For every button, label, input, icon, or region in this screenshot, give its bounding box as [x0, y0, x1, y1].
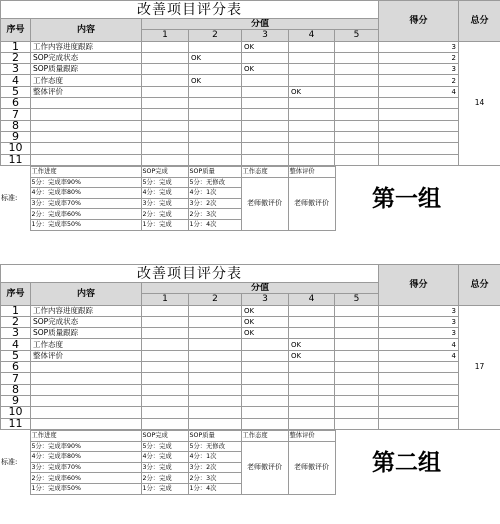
table-row — [1, 395, 500, 406]
row-seq: 4 — [1, 75, 31, 86]
table-row — [1, 52, 500, 63]
row-mark[interactable] — [335, 143, 379, 154]
row-mark[interactable] — [242, 52, 289, 63]
row-mark[interactable] — [289, 395, 335, 406]
row-mark[interactable] — [142, 98, 189, 109]
total-value[interactable]: 14 — [459, 41, 500, 165]
row-score[interactable]: 4 — [379, 86, 459, 97]
score-column-4: 4 — [289, 30, 335, 41]
row-seq: 4 — [1, 339, 31, 350]
row-content[interactable] — [31, 395, 142, 406]
row-seq: 7 — [1, 373, 31, 384]
row-mark[interactable]: OK — [242, 41, 289, 52]
row-mark[interactable] — [242, 131, 289, 142]
row-mark[interactable] — [335, 316, 379, 327]
standard-column-head: SOP质量 — [188, 167, 241, 178]
row-mark[interactable] — [335, 395, 379, 406]
row-seq: 1 — [1, 305, 31, 316]
row-mark[interactable] — [189, 328, 242, 339]
score-group-header: 分值 — [142, 19, 379, 30]
standard-table — [0, 430, 336, 495]
row-mark[interactable] — [189, 154, 242, 165]
row-mark[interactable] — [335, 131, 379, 142]
standard-sop-quality: 4分：1次 — [188, 452, 241, 463]
table-row — [1, 120, 500, 131]
group-label: 第二组 — [372, 449, 441, 476]
row-mark[interactable] — [289, 98, 335, 109]
row-mark[interactable] — [289, 316, 335, 327]
row-mark[interactable]: OK — [289, 350, 335, 361]
row-mark[interactable] — [142, 86, 189, 97]
row-mark[interactable] — [142, 305, 189, 316]
row-content[interactable] — [31, 373, 142, 384]
standard-column-head: 工作态度 — [241, 431, 288, 442]
row-mark[interactable] — [335, 52, 379, 63]
score-column-1: 1 — [142, 30, 189, 41]
table-row — [1, 131, 500, 142]
row-mark[interactable] — [242, 373, 289, 384]
row-score[interactable]: 2 — [379, 75, 459, 86]
table-row — [1, 418, 500, 429]
row-mark[interactable] — [335, 64, 379, 75]
row-seq: 11 — [1, 154, 31, 165]
standard-progress: 3分：完成率70% — [30, 198, 141, 209]
row-mark[interactable] — [289, 418, 335, 429]
standard-column-head: 整体评价 — [288, 167, 335, 178]
row-seq: 10 — [1, 143, 31, 154]
standard-attitude: 老师傲评价 — [241, 177, 288, 230]
row-mark[interactable] — [335, 418, 379, 429]
score-column-4: 4 — [289, 294, 335, 305]
row-mark[interactable] — [189, 305, 242, 316]
row-mark[interactable] — [289, 120, 335, 131]
row-mark[interactable] — [189, 373, 242, 384]
row-score[interactable] — [379, 109, 459, 120]
score-table — [0, 0, 500, 166]
row-mark[interactable]: OK — [189, 52, 242, 63]
row-mark[interactable] — [142, 407, 189, 418]
row-mark[interactable] — [142, 64, 189, 75]
row-content[interactable] — [31, 120, 142, 131]
standard-sop-done: 4分：完成 — [141, 452, 188, 463]
standard-sop-quality: 3分：2次 — [188, 198, 241, 209]
row-score[interactable]: 3 — [379, 328, 459, 339]
row-mark[interactable] — [142, 350, 189, 361]
row-seq: 8 — [1, 384, 31, 395]
row-mark[interactable] — [335, 407, 379, 418]
row-mark[interactable] — [335, 75, 379, 86]
table-row — [1, 407, 500, 418]
standard-sop-quality: 3分：2次 — [188, 462, 241, 473]
row-content[interactable] — [31, 418, 142, 429]
row-mark[interactable] — [189, 350, 242, 361]
standard-label: 标准: — [0, 167, 30, 231]
standard-column-head: SOP质量 — [188, 431, 241, 442]
row-content[interactable]: 工作内容进度跟踪 — [31, 305, 142, 316]
standard-sop-done: 2分：完成 — [141, 209, 188, 220]
row-mark[interactable] — [189, 316, 242, 327]
score-column-2: 2 — [189, 294, 242, 305]
standard-progress: 5分：完成率90% — [30, 177, 141, 188]
group-label: 第一组 — [372, 185, 441, 212]
content-header: 内容 — [31, 283, 142, 306]
row-mark[interactable] — [142, 384, 189, 395]
row-content[interactable]: SOP完成状态 — [31, 52, 142, 63]
standard-label: 标准: — [0, 431, 30, 495]
table-row — [1, 305, 500, 316]
row-seq: 6 — [1, 98, 31, 109]
row-mark[interactable]: OK — [242, 328, 289, 339]
row-mark[interactable] — [142, 339, 189, 350]
row-mark[interactable] — [189, 339, 242, 350]
row-mark[interactable] — [289, 362, 335, 373]
table-row — [1, 350, 500, 361]
row-score[interactable] — [379, 362, 459, 373]
row-seq: 5 — [1, 350, 31, 361]
row-mark[interactable]: OK — [289, 339, 335, 350]
standard-sop-done: 5分：完成 — [141, 441, 188, 452]
table-row — [1, 154, 500, 165]
row-mark[interactable] — [335, 109, 379, 120]
row-seq: 6 — [1, 362, 31, 373]
row-score[interactable] — [379, 143, 459, 154]
row-mark[interactable] — [289, 109, 335, 120]
row-seq: 3 — [1, 328, 31, 339]
standard-column-head: 工作进度 — [30, 167, 141, 178]
table-row — [1, 316, 500, 327]
standard-sop-quality: 1分：4次 — [188, 483, 241, 494]
standard-sop-quality: 5分：无修改 — [188, 177, 241, 188]
standard-sop-quality: 4分：1次 — [188, 188, 241, 199]
row-mark[interactable] — [189, 120, 242, 131]
standard-sop-done: 2分：完成 — [141, 473, 188, 484]
standard-progress: 4分：完成率80% — [30, 188, 141, 199]
row-mark[interactable] — [242, 109, 289, 120]
row-score[interactable]: 4 — [379, 350, 459, 361]
content-header: 内容 — [31, 19, 142, 42]
table-row — [1, 373, 500, 384]
row-score[interactable] — [379, 131, 459, 142]
row-mark[interactable] — [142, 109, 189, 120]
row-mark[interactable] — [189, 86, 242, 97]
row-mark[interactable] — [242, 339, 289, 350]
row-mark[interactable] — [189, 407, 242, 418]
row-mark[interactable] — [335, 98, 379, 109]
row-mark[interactable] — [289, 41, 335, 52]
row-mark[interactable] — [289, 143, 335, 154]
row-mark[interactable] — [242, 154, 289, 165]
row-content[interactable] — [31, 143, 142, 154]
standard-sop-done: 1分：完成 — [141, 219, 188, 230]
score-column-3: 3 — [242, 294, 289, 305]
row-mark[interactable] — [142, 52, 189, 63]
standard-progress: 4分：完成率80% — [30, 452, 141, 463]
standard-sop-done: 3分：完成 — [141, 462, 188, 473]
standard-attitude: 老师傲评价 — [241, 441, 288, 494]
row-mark[interactable] — [142, 328, 189, 339]
table-row — [1, 64, 500, 75]
row-content[interactable]: 整体评价 — [31, 350, 142, 361]
row-mark[interactable] — [335, 384, 379, 395]
row-mark[interactable] — [142, 41, 189, 52]
standard-progress: 3分：完成率70% — [30, 462, 141, 473]
row-mark[interactable] — [189, 362, 242, 373]
standard-progress: 2分：完成率60% — [30, 209, 141, 220]
score-column-3: 3 — [242, 30, 289, 41]
row-content[interactable]: 工作态度 — [31, 339, 142, 350]
row-score[interactable] — [379, 407, 459, 418]
row-mark[interactable] — [289, 131, 335, 142]
row-mark[interactable]: OK — [289, 86, 335, 97]
row-mark[interactable] — [289, 305, 335, 316]
score-column-5: 5 — [335, 294, 379, 305]
row-score[interactable]: 3 — [379, 305, 459, 316]
row-content[interactable]: SOP质量跟踪 — [31, 328, 142, 339]
row-mark[interactable] — [335, 350, 379, 361]
total-header: 总分 — [459, 265, 500, 306]
row-mark[interactable] — [289, 75, 335, 86]
standard-sop-quality: 2分：3次 — [188, 209, 241, 220]
table-row — [1, 109, 500, 120]
sheet-title: 改善项目评分表 — [1, 265, 379, 283]
row-mark[interactable] — [189, 384, 242, 395]
score-column-5: 5 — [335, 30, 379, 41]
row-seq: 9 — [1, 395, 31, 406]
row-mark[interactable] — [189, 41, 242, 52]
row-mark[interactable] — [335, 86, 379, 97]
row-seq: 9 — [1, 131, 31, 142]
row-score[interactable] — [379, 418, 459, 429]
row-mark[interactable] — [189, 395, 242, 406]
row-mark[interactable] — [189, 131, 242, 142]
standard-progress: 1分：完成率50% — [30, 219, 141, 230]
score-group-header: 分值 — [142, 283, 379, 294]
row-mark[interactable] — [335, 120, 379, 131]
row-mark[interactable] — [142, 418, 189, 429]
total-header: 总分 — [459, 1, 500, 42]
row-mark[interactable] — [335, 41, 379, 52]
row-score[interactable] — [379, 120, 459, 131]
row-score[interactable]: 3 — [379, 64, 459, 75]
standard-column-head: 工作态度 — [241, 167, 288, 178]
sheet-title: 改善项目评分表 — [1, 1, 379, 19]
row-score[interactable]: 2 — [379, 52, 459, 63]
seq-header: 序号 — [1, 283, 31, 306]
score-sheet-1 — [0, 0, 500, 229]
table-row — [1, 328, 500, 339]
row-mark[interactable] — [142, 75, 189, 86]
row-score[interactable] — [379, 384, 459, 395]
standard-column-head: SOP完成 — [141, 431, 188, 442]
table-row — [1, 143, 500, 154]
score-column-2: 2 — [189, 30, 242, 41]
row-content[interactable]: SOP完成状态 — [31, 316, 142, 327]
row-seq: 2 — [1, 316, 31, 327]
table-row — [1, 339, 500, 350]
row-mark[interactable] — [335, 339, 379, 350]
row-score[interactable] — [379, 373, 459, 384]
row-mark[interactable] — [289, 384, 335, 395]
row-mark[interactable] — [242, 395, 289, 406]
row-mark[interactable] — [189, 143, 242, 154]
row-mark[interactable] — [242, 75, 289, 86]
row-score[interactable]: 3 — [379, 316, 459, 327]
row-content[interactable]: 工作内容进度跟踪 — [31, 41, 142, 52]
row-score[interactable]: 4 — [379, 339, 459, 350]
row-mark[interactable] — [289, 154, 335, 165]
row-mark[interactable] — [289, 52, 335, 63]
row-mark[interactable] — [242, 350, 289, 361]
score-header: 得分 — [379, 265, 459, 306]
standard-overall: 老师傲评价 — [288, 177, 335, 230]
standard-sop-done: 5分：完成 — [141, 177, 188, 188]
row-mark[interactable]: OK — [242, 64, 289, 75]
row-mark[interactable] — [142, 316, 189, 327]
row-mark[interactable] — [242, 362, 289, 373]
row-mark[interactable]: OK — [242, 316, 289, 327]
row-mark[interactable] — [242, 407, 289, 418]
row-mark[interactable] — [289, 64, 335, 75]
row-mark[interactable] — [142, 143, 189, 154]
standard-sop-done: 3分：完成 — [141, 198, 188, 209]
row-content[interactable] — [31, 362, 142, 373]
row-content[interactable] — [31, 109, 142, 120]
row-mark[interactable] — [142, 154, 189, 165]
row-mark[interactable] — [335, 362, 379, 373]
score-column-1: 1 — [142, 294, 189, 305]
standard-sop-quality: 1分：4次 — [188, 219, 241, 230]
row-seq: 5 — [1, 86, 31, 97]
row-seq: 11 — [1, 418, 31, 429]
row-seq: 3 — [1, 64, 31, 75]
row-mark[interactable] — [289, 328, 335, 339]
row-seq: 2 — [1, 52, 31, 63]
row-mark[interactable] — [189, 98, 242, 109]
row-mark[interactable] — [289, 373, 335, 384]
row-mark[interactable]: OK — [242, 305, 289, 316]
score-table — [0, 264, 500, 430]
total-value[interactable]: 17 — [459, 305, 500, 429]
row-score[interactable] — [379, 98, 459, 109]
standard-sop-done: 1分：完成 — [141, 483, 188, 494]
row-mark[interactable] — [189, 418, 242, 429]
standard-sop-done: 4分：完成 — [141, 188, 188, 199]
table-row — [1, 362, 500, 373]
row-content[interactable] — [31, 407, 142, 418]
standard-table — [0, 166, 336, 231]
table-row — [1, 384, 500, 395]
row-score[interactable]: 3 — [379, 41, 459, 52]
row-mark[interactable] — [289, 407, 335, 418]
row-mark[interactable] — [189, 64, 242, 75]
standard-progress: 2分：完成率60% — [30, 473, 141, 484]
row-content[interactable]: 工作态度 — [31, 75, 142, 86]
row-seq: 7 — [1, 109, 31, 120]
row-content[interactable]: 整体评价 — [31, 86, 142, 97]
row-mark[interactable] — [142, 120, 189, 131]
row-seq: 1 — [1, 41, 31, 52]
standard-sop-quality: 2分：3次 — [188, 473, 241, 484]
row-mark[interactable] — [142, 395, 189, 406]
row-mark[interactable] — [335, 305, 379, 316]
standard-progress: 5分：完成率90% — [30, 441, 141, 452]
row-seq: 8 — [1, 120, 31, 131]
standard-column-head: 工作进度 — [30, 431, 141, 442]
row-mark[interactable] — [335, 328, 379, 339]
table-row — [1, 41, 500, 52]
row-seq: 10 — [1, 407, 31, 418]
standard-sop-quality: 5分：无修改 — [188, 441, 241, 452]
row-mark[interactable] — [335, 373, 379, 384]
row-content[interactable] — [31, 98, 142, 109]
row-score[interactable] — [379, 395, 459, 406]
row-mark[interactable] — [242, 418, 289, 429]
row-mark[interactable] — [242, 384, 289, 395]
row-mark[interactable] — [242, 86, 289, 97]
row-mark[interactable] — [189, 109, 242, 120]
row-content[interactable] — [31, 384, 142, 395]
row-mark[interactable]: OK — [189, 75, 242, 86]
score-sheet-2 — [0, 264, 500, 493]
table-row — [1, 75, 500, 86]
row-mark[interactable] — [242, 143, 289, 154]
standard-column-head: SOP完成 — [141, 167, 188, 178]
row-score[interactable] — [379, 154, 459, 165]
row-content[interactable] — [31, 131, 142, 142]
standard-overall: 老师傲评价 — [288, 441, 335, 494]
table-row — [1, 86, 500, 97]
standard-column-head: 整体评价 — [288, 431, 335, 442]
seq-header: 序号 — [1, 19, 31, 42]
row-mark[interactable] — [335, 154, 379, 165]
row-mark[interactable] — [242, 98, 289, 109]
row-mark[interactable] — [242, 120, 289, 131]
row-mark[interactable] — [142, 131, 189, 142]
row-mark[interactable] — [142, 362, 189, 373]
score-header: 得分 — [379, 1, 459, 42]
row-mark[interactable] — [142, 373, 189, 384]
table-row — [1, 98, 500, 109]
row-content[interactable]: SOP质量跟踪 — [31, 64, 142, 75]
standard-progress: 1分：完成率50% — [30, 483, 141, 494]
row-content[interactable] — [31, 154, 142, 165]
